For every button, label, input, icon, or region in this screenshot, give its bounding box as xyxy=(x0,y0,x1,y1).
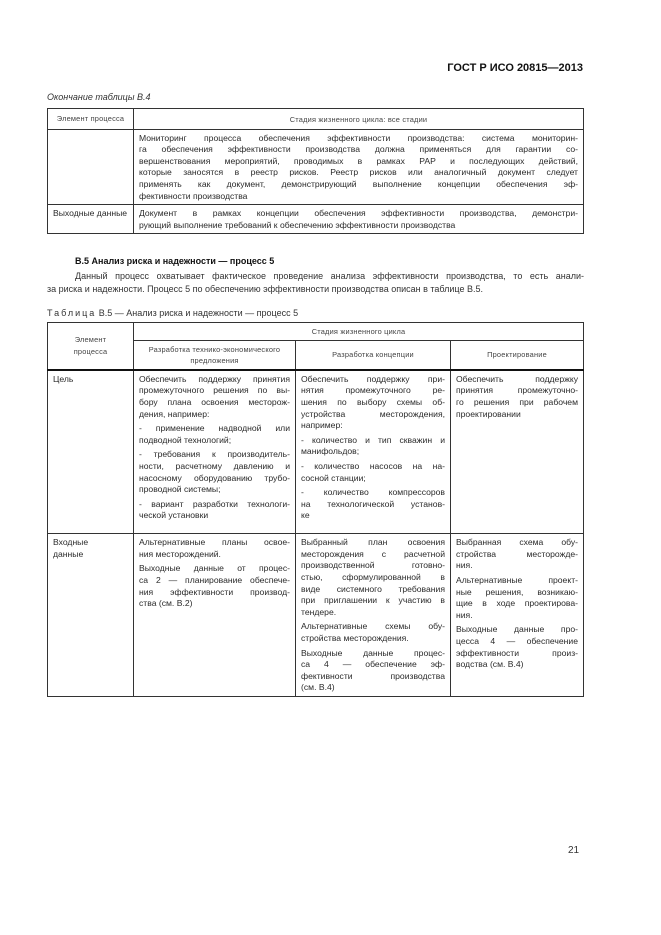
text-line: Выходные данные от процес- xyxy=(139,563,290,574)
text-line: насосному оборудованию трубо- xyxy=(139,472,290,483)
text-line: Обеспечить поддержку принятия xyxy=(139,373,290,384)
column-header: Стадия жизненного цикла: все стадии xyxy=(134,109,584,130)
text-line: промежуточного решения по вы- xyxy=(139,385,290,396)
text-line: подводной технологий; xyxy=(139,434,232,445)
text-line: - применение надводной или xyxy=(139,423,290,434)
text-line: ния эффективности производ- xyxy=(139,586,290,597)
table-b4 xyxy=(47,108,584,234)
cell-paragraph xyxy=(456,537,578,572)
cell-paragraph xyxy=(139,449,290,495)
element-cell: Цель xyxy=(48,370,134,534)
text-line: Выходные данные про- xyxy=(456,624,578,635)
cell-paragraph xyxy=(456,374,578,420)
table-row xyxy=(48,534,584,697)
text-line: например: xyxy=(301,420,343,431)
cell-paragraph xyxy=(456,575,578,621)
text-line: фективности производства xyxy=(139,190,248,201)
text-line: проводной системы; xyxy=(139,484,221,495)
cell-paragraph xyxy=(301,487,445,522)
text-line: Выбранный план освоения xyxy=(301,537,445,548)
text-line: на технологической установ- xyxy=(301,498,445,509)
cell-paragraph xyxy=(301,374,445,432)
column-header: Элемент процесса xyxy=(48,109,134,130)
text-line: дения, например: xyxy=(139,408,210,419)
text-line: Обеспечить поддержку xyxy=(456,373,578,384)
text-line: бору плана освоения месторож- xyxy=(139,396,290,407)
text-line: проектировании xyxy=(456,408,521,419)
text-line: принятия промежуточно- xyxy=(456,385,578,396)
cell-paragraph xyxy=(139,423,290,446)
text-line: Документ в рамках концепции обеспечения эффективности производства, демонстри- xyxy=(139,208,578,219)
text-line: Выходные данные процес- xyxy=(301,647,445,658)
text-line: - количество и тип скважин и xyxy=(301,434,445,445)
section-heading: В.5 Анализ риска и надежности — процесс 5 xyxy=(75,256,275,266)
text-line: рующий выполнение требований к обеспечению эффективности производства xyxy=(139,219,456,230)
table-b5-caption xyxy=(47,308,298,318)
element-label: Входные данные xyxy=(53,537,89,559)
table-b5 xyxy=(47,322,584,697)
table-header-row xyxy=(48,323,584,341)
text-line: ния. xyxy=(456,560,473,571)
text-line: Обеспечить поддержку при- xyxy=(301,373,445,384)
column-header-stage: Стадия жизненного цикла xyxy=(134,323,584,341)
stage-cell xyxy=(296,370,451,534)
content-cell xyxy=(134,205,584,234)
cell-paragraph xyxy=(139,133,578,203)
cell-paragraph xyxy=(456,624,578,670)
text-line: шения по выбору схемы об- xyxy=(301,396,445,407)
text-line: сосной станции; xyxy=(301,472,366,483)
table-b4-caption: Окончание таблицы В.4 xyxy=(47,92,151,102)
caption-prefix: Таблица xyxy=(47,308,97,318)
element-cell: Выходные данные xyxy=(48,205,134,234)
text-line: виде системного требования xyxy=(301,583,445,594)
text-line: вершенствования мероприятий, проводимых в рамках РАР и последующих действий, xyxy=(139,155,578,166)
cell-paragraph xyxy=(139,208,578,231)
text-line: га обеспечения эффективности производства должна применяться для гарантии со- xyxy=(139,144,578,155)
text-line: ке xyxy=(301,510,310,521)
text-line: - количество насосов на на- xyxy=(301,460,445,471)
text-line: фективности производства xyxy=(301,670,445,681)
stage-cell xyxy=(451,534,584,697)
text-line: водства (см. В.4) xyxy=(456,659,524,670)
stage-header: Разработка концепции xyxy=(296,340,451,370)
text-line: ния месторождений. xyxy=(139,548,221,559)
stage-cell xyxy=(451,370,584,534)
text-line: Альтернативные схемы обу- xyxy=(301,621,445,632)
column-header-element: Элемент процесса xyxy=(48,323,134,370)
text-line: го решения при рабочем xyxy=(456,396,578,407)
element-cell xyxy=(48,534,134,697)
text-line: Альтернативные планы освое- xyxy=(139,537,290,548)
text-line: Мониторинг процесса обеспечения эффективности производства: система мониторин- xyxy=(139,132,578,143)
text-line: Альтернативные проект- xyxy=(456,575,578,586)
page-number: 21 xyxy=(568,845,580,856)
stage-header: Разработка технико-экономического предложения xyxy=(134,340,296,370)
element-cell xyxy=(48,129,134,205)
paragraph-line: Данный процесс охватывает фактическое проведение анализа эффективности производства, то есть анали- xyxy=(75,271,584,281)
section-paragraph xyxy=(47,270,584,295)
text-line: цесса 4 — обеспечение xyxy=(456,636,578,647)
paragraph-line: за риска и надежности. Процесс 5 по обеспечению эффективности производства описан в таблице В.5. xyxy=(47,283,483,294)
text-line: са 4 — обеспечение эф- xyxy=(301,659,445,670)
content-cell xyxy=(134,129,584,205)
text-line: Выбранная схема обу- xyxy=(456,537,578,548)
text-line: ческой установки xyxy=(139,510,209,521)
cell-paragraph xyxy=(139,537,290,560)
stage-cell xyxy=(134,534,296,697)
text-line: стью, сформулированной в xyxy=(301,572,445,583)
text-line: манифольдов; xyxy=(301,446,360,457)
text-line: стройства месторожде- xyxy=(456,548,578,559)
text-line: при приглашении к участию в xyxy=(301,595,445,606)
table-row xyxy=(48,205,584,234)
stage-cell xyxy=(134,370,296,534)
text-line: стройства месторождения. xyxy=(301,633,409,644)
text-line: эффективности произ- xyxy=(456,647,578,658)
stage-cell xyxy=(296,534,451,697)
cell-paragraph xyxy=(139,499,290,522)
text-line: ния. xyxy=(456,609,473,620)
text-line: устройства месторождения, xyxy=(301,408,445,419)
cell-paragraph xyxy=(139,563,290,609)
text-line: - требования к производитель- xyxy=(139,449,290,460)
text-line: ные решения, возникаю- xyxy=(456,586,578,597)
text-line: ности, расчетному давлению и xyxy=(139,460,290,471)
text-line: - количество компрессоров xyxy=(301,487,445,498)
document-standard-header: ГОСТ Р ИСО 20815—2013 xyxy=(447,62,583,74)
text-line: (см. В.4) xyxy=(301,682,335,693)
text-line: ства (см. В.2) xyxy=(139,598,193,609)
cell-paragraph xyxy=(301,461,445,484)
table-row xyxy=(48,370,584,534)
table-row xyxy=(48,129,584,205)
cell-paragraph xyxy=(139,374,290,420)
cell-paragraph xyxy=(301,537,445,618)
table-header-row xyxy=(48,109,584,130)
cell-paragraph xyxy=(301,435,445,458)
text-line: щие в ходе проектирова- xyxy=(456,598,578,609)
cell-paragraph xyxy=(301,648,445,694)
text-line: - вариант разработки технологи- xyxy=(139,498,290,509)
text-line: которые заносятся в реестр рисков. Реестр рисков или аналогичный документ следует xyxy=(139,167,578,178)
text-line: са 2 — планирование обеспече- xyxy=(139,575,290,586)
caption-title: В.5 — Анализ риска и надежности — процесс 5 xyxy=(96,308,299,318)
text-line: месторождения с расчетной xyxy=(301,548,445,559)
stage-header: Проектирование xyxy=(451,340,584,370)
text-line: применять как документ, демонстрирующий выполнение концепции обеспечения эф- xyxy=(139,178,578,189)
text-line: производственной готовно- xyxy=(301,560,445,571)
cell-paragraph xyxy=(301,621,445,644)
text-line: тендере. xyxy=(301,606,337,617)
text-line: нятия промежуточного ре- xyxy=(301,385,445,396)
